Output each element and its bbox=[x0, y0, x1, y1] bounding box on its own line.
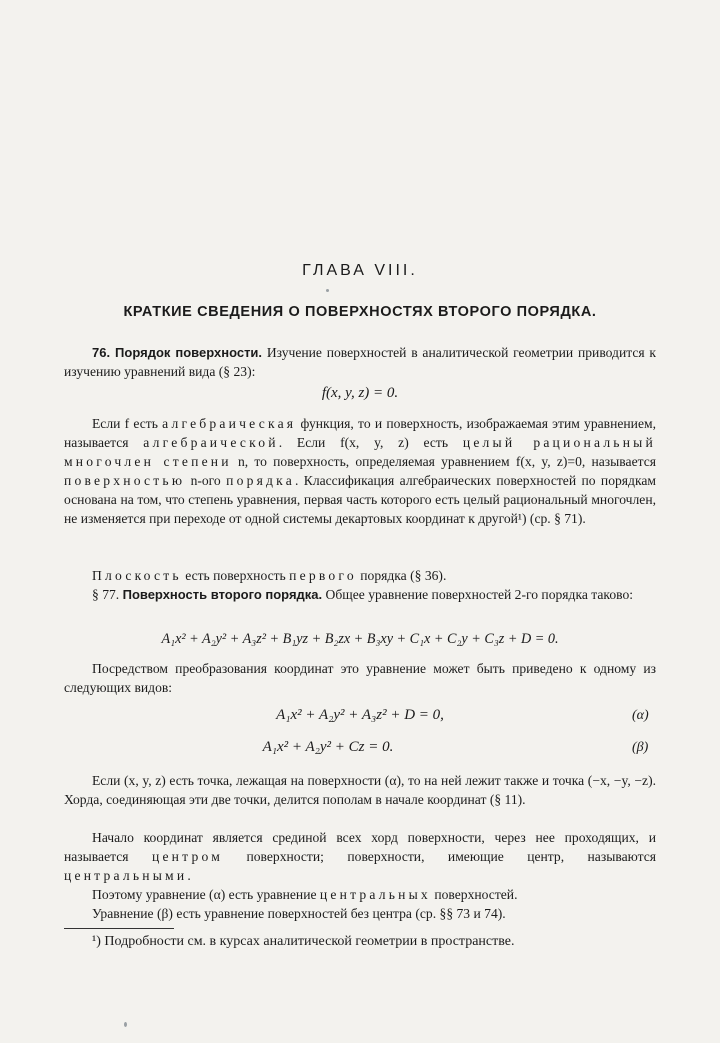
paragraph-plane: Плоскость есть поверхность первого порядка (§ 36). bbox=[92, 568, 447, 583]
formula-alpha-tag: (α) bbox=[632, 708, 649, 723]
spaced-term: первого bbox=[289, 568, 357, 583]
paragraph-noncentral: Уравнение (β) есть уравнение поверхностей без центра (ср. §§ 73 и 74). bbox=[92, 906, 506, 921]
spaced-term: Плоскость bbox=[92, 568, 182, 583]
chapter-heading: ГЛАВА VIII. bbox=[302, 262, 418, 279]
section-heading: 76. Порядок поверхности. bbox=[92, 345, 263, 360]
section-heading: Поверхность второго порядка. bbox=[122, 587, 323, 602]
formula-beta-tag: (β) bbox=[632, 740, 649, 755]
paragraph-symmetry: Если (x, y, z) есть точка, лежащая на поверхности (α), то на ней лежит также и точка (−x, −y, −z). Хорда, соединяющая эти две точки, делится пополам в начале координат (§ 11). bbox=[64, 773, 656, 807]
spaced-term: поверхностью bbox=[64, 473, 186, 488]
spaced-term: алгебраической bbox=[143, 435, 279, 450]
paragraph-algebraic: Если f есть алгебраическая функция, то и поверхность, изображаемая этим уравнением, называется алгебраической. Если f(x, y, z) есть целый рациональный многочлен степени n, то поверхность, определяемая уравнением f(x, y, z)=0, называется поверхностью n-ого порядка. Классификация алгебраических поверхностей по порядкам основана на том, что степень уравнения, первая часть которого есть целый рациональный многочлен, не изменяется при переходе от одной системы декартовых координат к другой¹) (ср. § 71). bbox=[64, 416, 656, 526]
spaced-term: алгебраическая bbox=[162, 416, 297, 431]
ink-speck bbox=[326, 289, 329, 292]
spaced-term: целый рациональный многочлен степени bbox=[64, 435, 656, 469]
formula-surface: f(x, y, z) = 0. bbox=[321, 385, 399, 401]
formula-general: A₁x² + A₂y² + A₃z² + B₁yz + B₂zx + B₃xy + C₁x + C₂y + C₃z + D = 0. bbox=[161, 631, 559, 647]
spaced-term: центральных bbox=[319, 887, 431, 902]
paragraph-76: 76. Порядок поверхности. Изучение поверхностей в аналитической геометрии приводится к изучению уравнений вида (§ 23): bbox=[64, 345, 656, 379]
formula-beta: A₁x² + A₂y² + Cz = 0. bbox=[262, 739, 394, 755]
spaced-term: порядка bbox=[226, 473, 295, 488]
paragraph-77: § 77. Поверхность второго порядка. Общее уравнение поверхностей 2-го порядка таково: bbox=[92, 587, 634, 602]
paragraph-center: Начало координат является срединой всех хорд поверхности, через нее проходящих, и называется центром поверхности; поверхности, имеющие центр, называются центральными. bbox=[64, 830, 656, 883]
footnote: ¹) Подробности см. в курсах аналитической геометрии в пространстве. bbox=[92, 934, 515, 949]
formula-alpha: A₁x² + A₂y² + A₃z² + D = 0, bbox=[276, 707, 444, 723]
paragraph-transform: Посредством преобразования координат это уравнение может быть приведено к одному из следующих видов: bbox=[64, 661, 656, 695]
spaced-term: центром bbox=[151, 849, 223, 864]
chapter-title: КРАТКИЕ СВЕДЕНИЯ О ПОВЕРХНОСТЯХ ВТОРОГО ПОРЯДКА. bbox=[123, 304, 597, 320]
paragraph-central: Поэтому уравнение (α) есть уравнение центральных поверхностей. bbox=[92, 887, 518, 902]
ink-speck bbox=[124, 1022, 127, 1027]
footnote-divider bbox=[64, 928, 174, 929]
spaced-term: центральными bbox=[64, 868, 188, 883]
